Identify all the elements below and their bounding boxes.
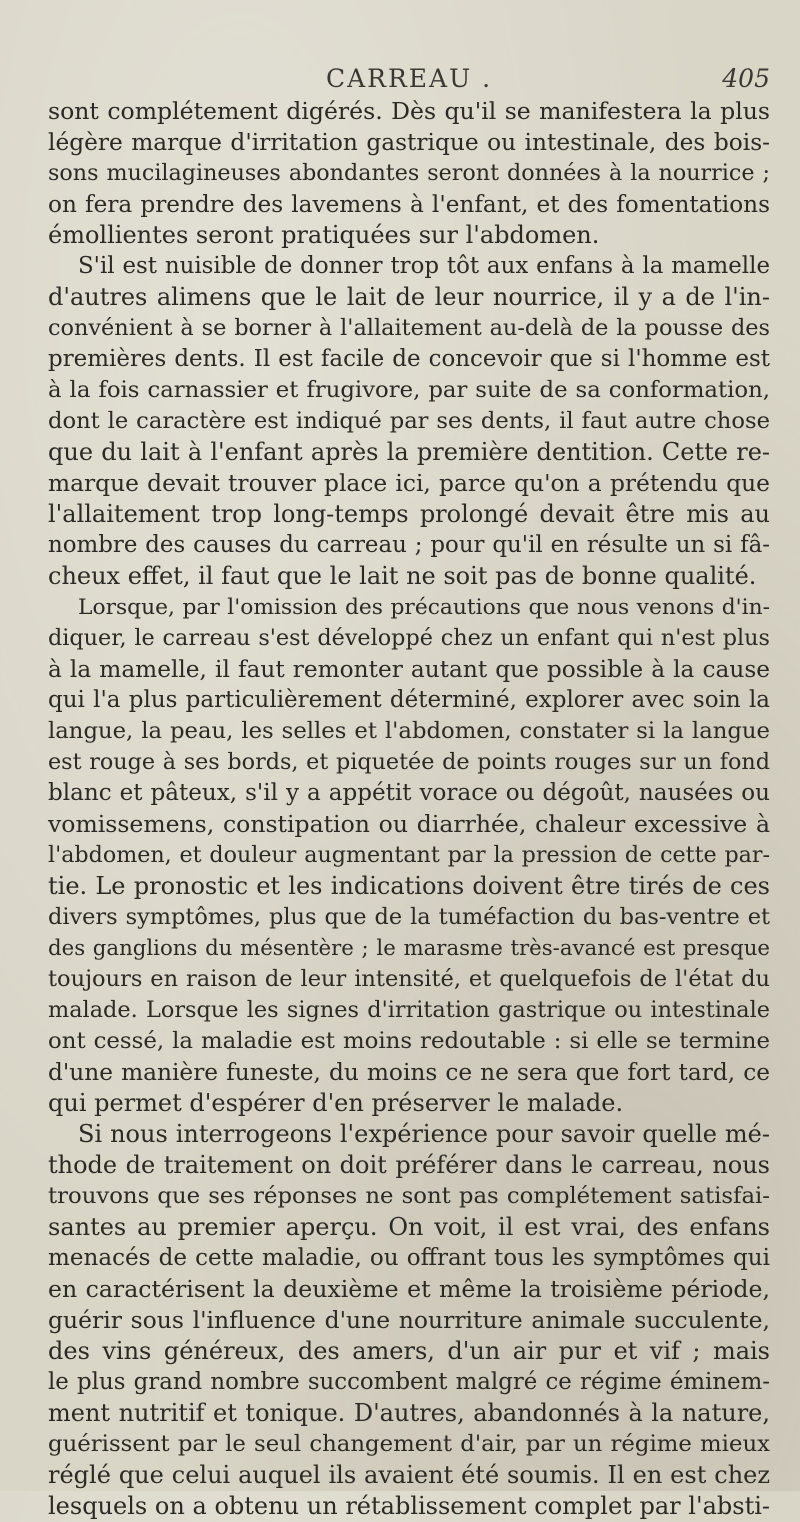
page-number: 405 (722, 64, 770, 93)
text-line: d'autres alimens que le lait de leur nourrice, il y a de l'in- (48, 283, 770, 311)
text-line: d'une manière funeste, du moins ce ne sera que fort tard, ce (48, 1059, 770, 1086)
text-line: ment nutritif et tonique. D'autres, abandonnés à la nature, (48, 1399, 770, 1427)
text-line: le plus grand nombre succombent malgré ce régime éminem- (48, 1369, 770, 1395)
text-line: Lorsque, par l'omission des précautions que nous venons d'in- (78, 595, 770, 620)
text-line: Si nous interrogeons l'expérience pour savoir quelle mé- (78, 1120, 770, 1148)
text-line: marque devait trouver place ici, parce qu'on a prétendu que (48, 469, 770, 497)
text-line: cheux effet, il faut que le lait ne soit pas de bonne qualité. (48, 562, 757, 590)
text-line: trouvons que ses réponses ne sont pas complétement satisfai- (48, 1183, 770, 1209)
text-line: sont complétement digérés. Dès qu'il se manifestera la plus (48, 97, 770, 125)
text-line: que du lait à l'enfant après la première dentition. Cette re- (48, 438, 770, 466)
text-line: menacés de cette maladie, ou offrant tous les symptômes qui (48, 1245, 770, 1271)
text-line: premières dents. Il est facile de concevoir que si l'homme est (48, 346, 770, 372)
text-line: est rouge à ses bords, et piquetée de points rouges sur un fond (48, 749, 770, 775)
text-line: l'abdomen, et douleur augmentant par la pression de cette par- (48, 842, 770, 868)
text-line: émollientes seront pratiquées sur l'abdomen. (48, 221, 600, 249)
text-line: des vins généreux, des amers, d'un air pur et vif ; mais (48, 1337, 770, 1365)
text-line: langue, la peau, les selles et l'abdomen, constater si la langue (48, 718, 770, 744)
text-line: l'allaitement trop long-temps prolongé devait être mis au (48, 500, 770, 528)
text-line: qui l'a plus particulièrement déterminé, explorer avec soin la (48, 687, 770, 713)
text-line: en caractérisent la deuxième et même la troisième période, (48, 1275, 770, 1303)
running-title: CARREAU . (325, 64, 493, 93)
text-line: S'il est nuisible de donner trop tôt aux enfans à la mamelle (78, 253, 770, 279)
text-line: dont le caractère est indiqué par ses dents, il faut autre chose (48, 408, 770, 434)
text-line: lesquels on a obtenu un rétablissement complet par l'absti- (48, 1492, 770, 1520)
text-line: malade. Lorsque les signes d'irritation gastrique ou intestinale (48, 997, 770, 1023)
text-line: ont cessé, la maladie est moins redoutable : si elle se termine (48, 1028, 770, 1054)
text-line: à la mamelle, il faut remonter autant que possible à la cause (48, 656, 770, 683)
text-line: nombre des causes du carreau ; pour qu'il en résulte un si fâ- (48, 532, 770, 558)
text-line: santes au premier aperçu. On voit, il est vrai, des enfans (48, 1213, 770, 1241)
text-line: à la fois carnassier et frugivore, par suite de sa conformation, (48, 377, 770, 403)
text-line: thode de traitement on doit préférer dans le carreau, nous (48, 1151, 770, 1179)
text-line: réglé que celui auquel ils avaient été soumis. Il en est chez (48, 1461, 770, 1489)
text-line: guérir sous l'influence d'une nourriture animale succulente, (48, 1306, 770, 1334)
text-line: vomissemens, constipation ou diarrhée, chaleur excessive à (48, 810, 770, 838)
text-line: qui permet d'espérer d'en préserver le malade. (48, 1089, 624, 1117)
text-line: diquer, le carreau s'est développé chez un enfant qui n'est plus (48, 625, 770, 651)
text-line: on fera prendre des lavemens à l'enfant, et des fomentations (48, 191, 770, 218)
text-line: divers symptômes, plus que de la tuméfaction du bas-ventre et (48, 904, 770, 930)
text-line: des ganglions du mésentère ; le marasme très-avancé est presque (48, 936, 770, 961)
text-line: sons mucilagineuses abondantes seront données à la nourrice ; (48, 160, 770, 186)
text-line: guérissent par le seul changement d'air, par un régime mieux (48, 1431, 770, 1457)
running-head (48, 64, 770, 98)
text-line: tie. Le pronostic et les indications doivent être tirés de ces (48, 872, 770, 900)
text-line: toujours en raison de leur intensité, et quelquefois de l'état du (48, 966, 770, 992)
text-body (48, 96, 770, 1522)
text-line: légère marque d'irritation gastrique ou intestinale, des bois- (48, 129, 770, 156)
text-line: blanc et pâteux, s'il y a appétit vorace ou dégoût, nausées ou (48, 780, 770, 806)
text-line: convénient à se borner à l'allaitement au-delà de la pousse des (48, 315, 770, 341)
